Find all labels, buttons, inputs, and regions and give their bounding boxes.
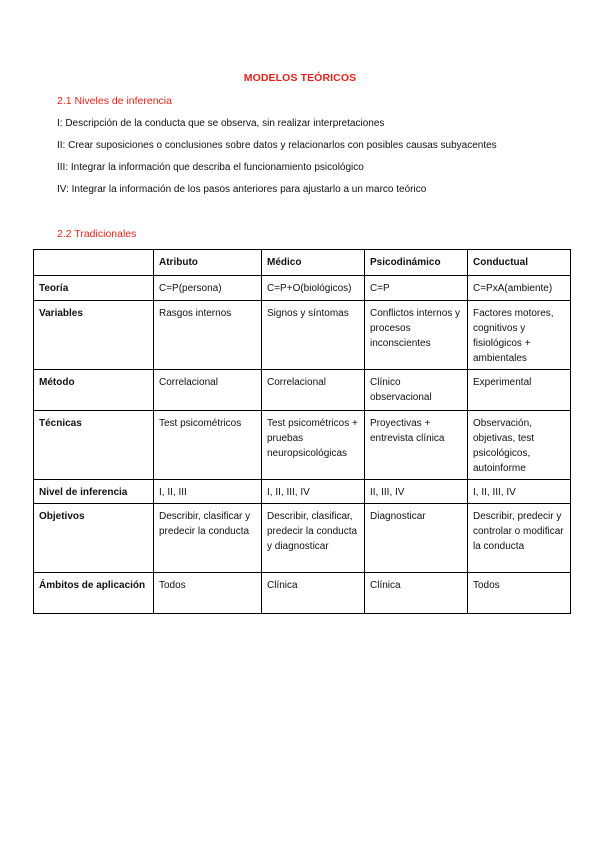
inference-level-3: III: Integrar la información que describa el funcionamiento psicológico xyxy=(57,162,364,173)
table-cell: Test psicométricos + pruebas neuropsicológicas xyxy=(262,411,365,480)
inference-level-1: I: Descripción de la conducta que se observa, sin realizar interpretaciones xyxy=(57,118,385,129)
table-cell: Factores motores, cognitivos y fisiológicos + ambientales xyxy=(468,301,571,370)
section-heading-niveles: 2.1 Niveles de inferencia xyxy=(57,95,172,107)
document-title: MODELOS TEÓRICOS xyxy=(243,72,357,84)
table-row xyxy=(34,276,571,301)
table-row xyxy=(34,573,571,614)
table-row xyxy=(34,411,571,480)
table-cell: Todos xyxy=(468,573,571,614)
table-cell: Correlacional xyxy=(262,370,365,411)
section-heading-tradicionales: 2.2 Tradicionales xyxy=(57,228,137,240)
table-cell: C=P xyxy=(365,276,468,301)
table-cell: II, III, IV xyxy=(365,480,468,504)
table-header-cell: Conductual xyxy=(468,250,571,276)
table-row-header: Teoría xyxy=(34,276,154,301)
table-cell: Proyectivas + entrevista clínica xyxy=(365,411,468,480)
table-cell: Conflictos internos y procesos inconscientes xyxy=(365,301,468,370)
table-row xyxy=(34,370,571,411)
table-row-header: Objetivos xyxy=(34,504,154,573)
table-cell: Correlacional xyxy=(154,370,262,411)
table-cell: Signos y síntomas xyxy=(262,301,365,370)
inference-level-2: II: Crear suposiciones o conclusiones sobre datos y relacionarlos con posibles causas subyacentes xyxy=(57,140,497,151)
table-cell: Clínica xyxy=(365,573,468,614)
table-cell: C=P+O(biológicos) xyxy=(262,276,365,301)
table-cell: Test psicométricos xyxy=(154,411,262,480)
table-row xyxy=(34,504,571,573)
table-cell: Describir, predecir y controlar o modificar la conducta xyxy=(468,504,571,573)
table-row-header: Ámbitos de aplicación xyxy=(34,573,154,614)
table-row-header: Variables xyxy=(34,301,154,370)
table-cell: Clínica xyxy=(262,573,365,614)
table-cell: C=PxA(ambiente) xyxy=(468,276,571,301)
table-cell: Diagnosticar xyxy=(365,504,468,573)
table-cell: I, II, III, IV xyxy=(468,480,571,504)
table-header-cell: Médico xyxy=(262,250,365,276)
table-cell: I, II, III, IV xyxy=(262,480,365,504)
table-header-cell: Atributo xyxy=(154,250,262,276)
table-row-header: Técnicas xyxy=(34,411,154,480)
table-cell: Describir, clasificar y predecir la conducta xyxy=(154,504,262,573)
inference-level-4: IV: Integrar la información de los pasos anteriores para ajustarlo a un marco teórico xyxy=(57,184,427,195)
models-table xyxy=(33,249,571,614)
table-cell: Todos xyxy=(154,573,262,614)
table-cell: C=P(persona) xyxy=(154,276,262,301)
table-cell: Describir, clasificar, predecir la conducta y diagnosticar xyxy=(262,504,365,573)
table-cell: Rasgos internos xyxy=(154,301,262,370)
table-row xyxy=(34,480,571,504)
table-header-row xyxy=(34,250,571,276)
table-header-cell: Psicodinámico xyxy=(365,250,468,276)
table-header-cell xyxy=(34,250,154,276)
table-row-header: Método xyxy=(34,370,154,411)
table-cell: Observación, objetivas, test psicológicos, autoinforme xyxy=(468,411,571,480)
table-row-header: Nivel de inferencia xyxy=(34,480,154,504)
table-cell: Clínico observacional xyxy=(365,370,468,411)
table-cell: I, II, III xyxy=(154,480,262,504)
table-row xyxy=(34,301,571,370)
table-cell: Experimental xyxy=(468,370,571,411)
